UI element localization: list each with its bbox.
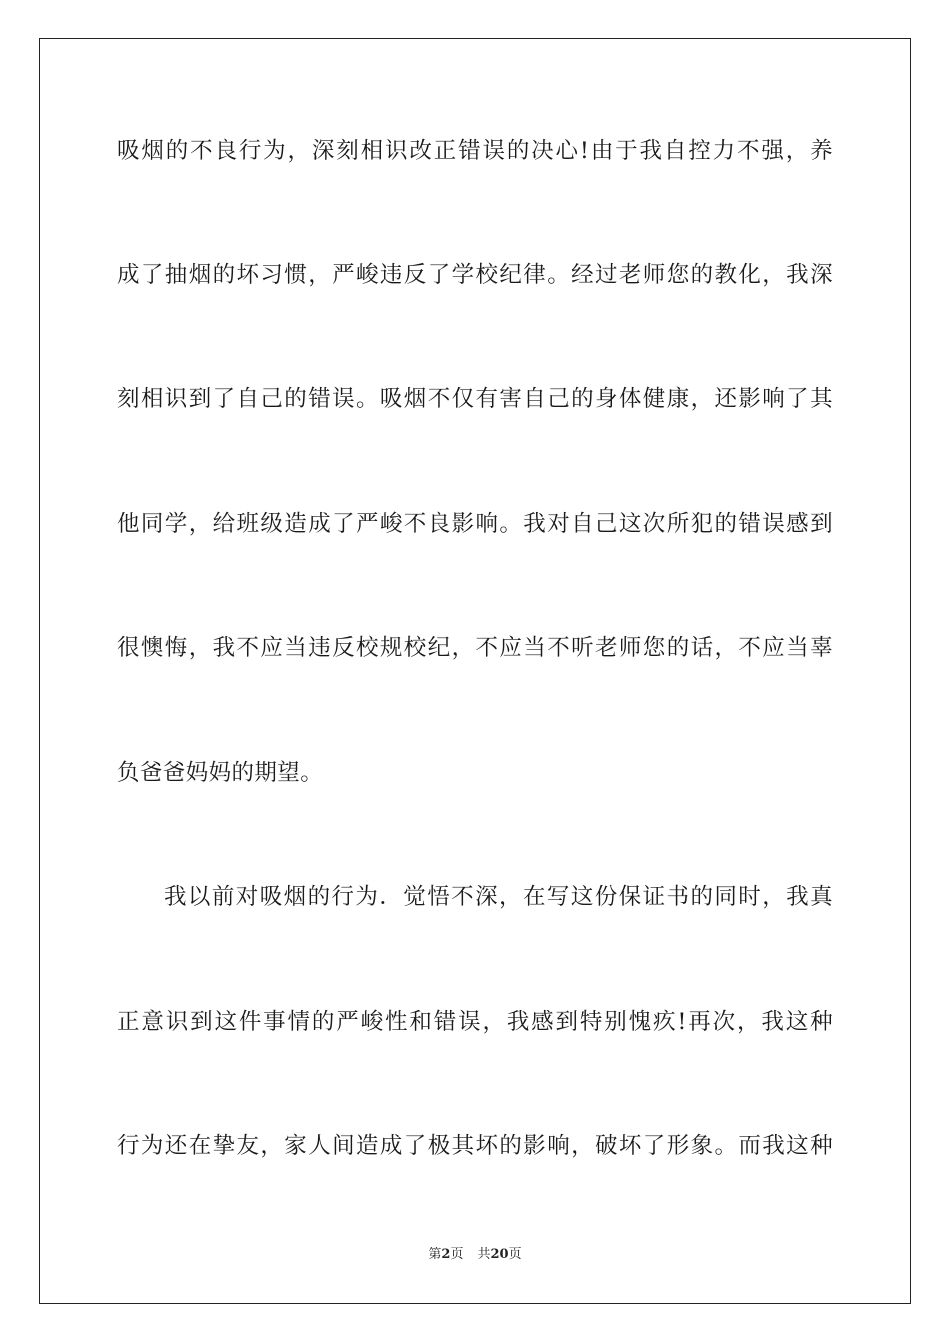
- page-number: 2: [441, 1247, 451, 1262]
- text-line: 行为还在挚友，家人间造成了极其坏的影响，破坏了形象。而我这种: [117, 1133, 833, 1159]
- total-suffix: 页: [508, 1247, 522, 1262]
- text-line: 负爸爸妈妈的期望。: [117, 760, 324, 786]
- text-line: 刻相识到了自己的错误。吸烟不仅有害自己的身体健康，还影响了其: [117, 386, 833, 412]
- total-pages: 20: [490, 1247, 509, 1262]
- text-line: 吸烟的不良行为，深刻相识改正错误的决心!由于我自控力不强，养: [117, 138, 833, 164]
- text-line: 他同学，给班级造成了严峻不良影响。我对自己这次所犯的错误感到: [117, 511, 833, 537]
- page-footer: [0, 1246, 950, 1264]
- text-line: 很懊悔，我不应当违反校规校纪，不应当不听老师您的话，不应当辜: [117, 635, 833, 661]
- paragraph-first-line: 我以前对吸烟的行为．觉悟不深，在写这份保证书的同时，我真: [164, 884, 833, 910]
- page-border: [39, 38, 911, 1304]
- page-prefix: 第: [428, 1247, 442, 1262]
- text-line: 正意识到这件事情的严峻性和错误，我感到特别愧疚!再次，我这种: [117, 1009, 833, 1035]
- total-prefix: 共: [477, 1247, 491, 1262]
- page-suffix: 页: [450, 1247, 464, 1262]
- text-line: 成了抽烟的坏习惯，严峻违反了学校纪律。经过老师您的教化，我深: [117, 262, 833, 288]
